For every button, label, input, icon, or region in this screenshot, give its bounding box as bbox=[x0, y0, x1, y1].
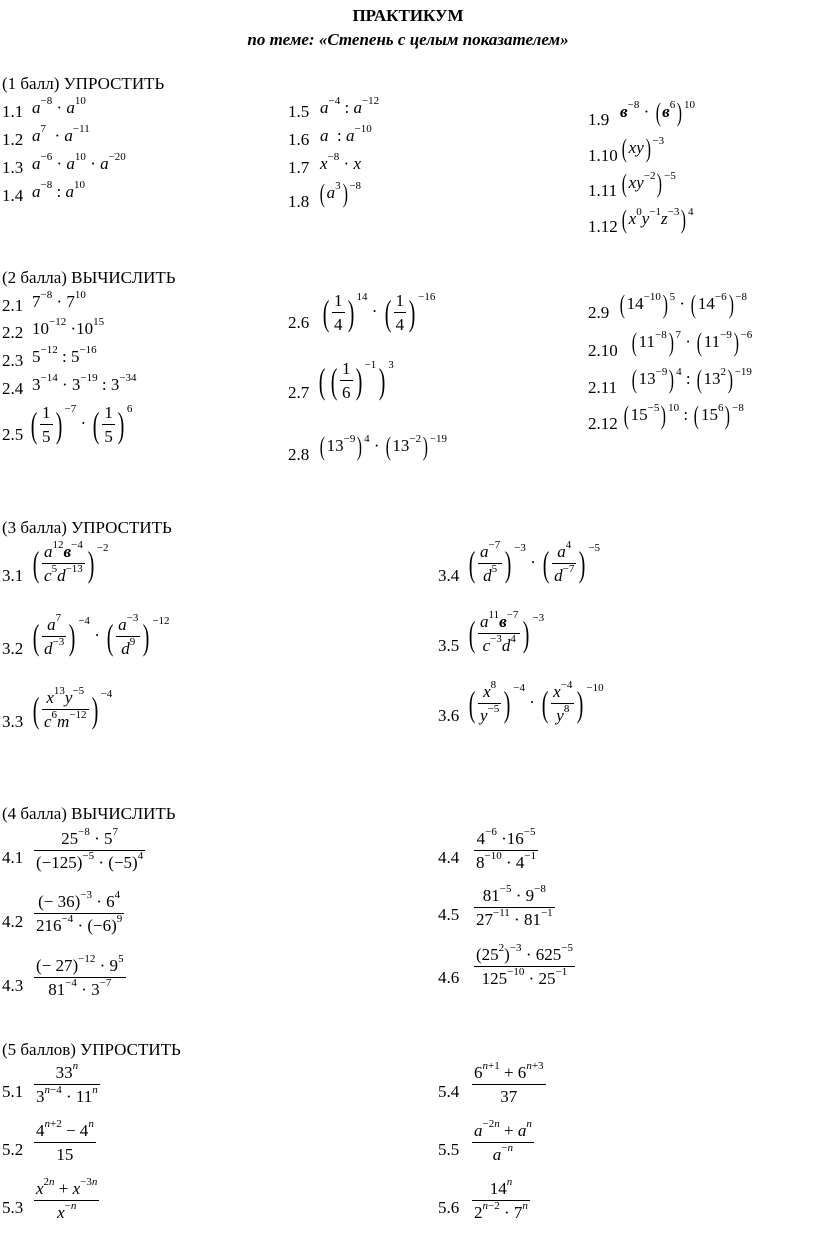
page-subtitle: по теме: «Степень с целым показателем» bbox=[247, 30, 569, 49]
task-1-8-number: 1.8 bbox=[288, 192, 310, 211]
task-1-2-expression: $a^7 \cdot a^{-11}$ bbox=[32, 123, 90, 145]
task-2-2-number: 2.2 bbox=[2, 323, 24, 342]
task-2-5-number: 2.5 bbox=[2, 425, 24, 444]
task-4-3-number: 4.3 bbox=[2, 976, 24, 995]
task-5-2-expression: $\frac{4^{n+2} - 4^n}{15}$ bbox=[36, 1118, 94, 1164]
task-1-5-number: 1.5 bbox=[288, 102, 310, 121]
task-1-12-number: 1.12 bbox=[588, 217, 618, 236]
section-5-heading: (5 баллов) УПРОСТИТЬ bbox=[2, 1040, 181, 1059]
page-title: ПРАКТИКУМ bbox=[352, 6, 464, 25]
task-3-2-number: 3.2 bbox=[2, 639, 24, 658]
task-2-10-number: 2.10 bbox=[588, 341, 618, 360]
task-2-6-expression: ( $\frac{1}{4}$ ) 14 · ( $\frac{1}{4}$ ) −16 bbox=[322, 291, 436, 334]
task-5-1-expression: $\frac{33^n}{3^{n-4} \cdot 11^n}$ bbox=[36, 1060, 98, 1106]
task-4-6-number: 4.6 bbox=[438, 968, 460, 987]
task-5-4-number: 5.4 bbox=[438, 1082, 460, 1101]
task-5-1-number: 5.1 bbox=[2, 1082, 24, 1101]
task-1-3-number: 1.3 bbox=[2, 158, 24, 177]
task-5-5-expression: $\frac{a^{-2n} + a^n}{a^{-n}}$ bbox=[474, 1118, 532, 1164]
task-2-10-expression: ( $11^{-8}$) 7 · ( $11^{-9}) -6$ bbox=[631, 328, 753, 357]
task-2-1-number: 2.1 bbox=[2, 296, 24, 315]
task-3-4-number: 3.4 bbox=[438, 566, 460, 585]
task-1-8-expression: ( $a^3) -8$ bbox=[319, 179, 362, 208]
task-4-5-expression: $\frac{81^{-5} \cdot 9^{-8}}{27^{-11} \cdot 81^{-1}}$ bbox=[476, 883, 553, 929]
section-1-heading: (1 балл) УПРОСТИТЬ bbox=[2, 74, 165, 93]
task-5-2-number: 5.2 bbox=[2, 1140, 24, 1159]
task-1-1-number: 1.1 bbox=[2, 102, 24, 121]
task-3-2-expression: ( $\frac{a^7}{d^{-3}}$ ) −4 · ( $\frac{a^{-3}}{d^9}$ ) −12 bbox=[32, 612, 170, 658]
task-2-9-number: 2.9 bbox=[588, 303, 610, 322]
task-1-9-expression: $в^{-8}$ · ( $в^6$) 10 bbox=[620, 98, 695, 127]
task-5-6-expression: $\frac{14^n}{2^{n-2} \cdot 7^n}$ bbox=[474, 1176, 528, 1222]
task-1-11-expression: ( $xy^{-2}) -5$ bbox=[621, 169, 676, 198]
task-2-1-expression: $7^{-8} \cdot 7^{10}$ bbox=[32, 289, 86, 311]
task-3-5-expression: ( $\frac{a^{11}в^{-7}}{c^{-3}d^4}$ ) −3 bbox=[468, 609, 545, 655]
task-2-12-expression: ( $15^{-5}$) 10 : ( $15^6) -8$ bbox=[623, 401, 744, 430]
task-1-2-number: 1.2 bbox=[2, 130, 24, 149]
task-1-4-expression: $a^{-8}$ : $a^{10}$ bbox=[32, 179, 85, 201]
task-1-4-number: 1.4 bbox=[2, 186, 24, 205]
task-3-3-number: 3.3 bbox=[2, 712, 24, 731]
task-2-4-expression: $3^{-14} \cdot 3^{-19}$ : $3^{-34}$ bbox=[32, 372, 137, 394]
task-2-12-number: 2.12 bbox=[588, 414, 618, 433]
task-2-5-expression: ( $\frac{1}{5}$ ) −7 · ( $\frac{1}{5}$ ) 6 bbox=[30, 403, 133, 446]
task-3-4-expression: ( $\frac{a^{-7}}{d^5}$ ) −3 · ( $\frac{a^4}{d^{-7}}$ ) −5 bbox=[468, 539, 601, 585]
task-4-4-expression: $\frac{4^{-6} \cdot 16^{-5}}{8^{-10} \cdot 4^{-1}}$ bbox=[476, 826, 537, 872]
task-1-10-expression: ( xy) −3 bbox=[621, 134, 665, 163]
task-5-3-number: 5.3 bbox=[2, 1198, 24, 1217]
task-4-3-expression: $\frac{(- 27)^{-12} \cdot 9^5}{81^{-4} \cdot 3^{-7}}$ bbox=[36, 953, 124, 999]
task-2-2-expression: $10^{-12} \cdot 10^{15}$ bbox=[32, 316, 105, 338]
task-4-1-expression: $\frac{25^{-8} \cdot 5^7}{(-125)^{-5} \cdot (-5)^4}$ bbox=[36, 826, 144, 872]
task-2-7-expression: ( ( $\frac{1}{6}$ ) −1) 3 bbox=[318, 359, 394, 402]
task-1-10-number: 1.10 bbox=[588, 146, 618, 165]
task-2-9-expression: ( $14^{-10}$) 5 · ( $14^{-6}) -8$ bbox=[619, 290, 748, 319]
section-2-heading: (2 балла) ВЫЧИСЛИТЬ bbox=[2, 268, 176, 287]
task-3-1-expression: ( $\frac{a^{12}в^{-4}}{c^5d^{-13}}$ ) −2 bbox=[32, 539, 109, 585]
task-5-6-number: 5.6 bbox=[438, 1198, 460, 1217]
task-2-3-number: 2.3 bbox=[2, 351, 24, 370]
task-3-1-number: 3.1 bbox=[2, 566, 24, 585]
task-5-5-number: 5.5 bbox=[438, 1140, 460, 1159]
section-3-heading: (3 балла) УПРОСТИТЬ bbox=[2, 518, 172, 537]
task-2-6-number: 2.6 bbox=[288, 313, 310, 332]
task-4-6-expression: $\frac{(25^2)^{-3} \cdot 625^{-5}}{125^{-10} \cdot 25^{-1}}$ bbox=[476, 942, 573, 988]
task-2-8-expression: ( $13^{-9}$) 4 · ( $13^{-2}) -19$ bbox=[319, 432, 448, 461]
task-1-1-expression: $a^{-8} \cdot a^{10}$ bbox=[32, 95, 86, 117]
task-1-3-expression: $a^{-6} \cdot a^{10} \cdot a^{-20}$ bbox=[32, 151, 126, 173]
task-2-3-expression: $5^{-12}$ : $5^{-16}$ bbox=[32, 344, 97, 366]
task-3-3-expression: ( $\frac{x^{13}y^{-5}}{c^6m^{-12}}$ ) −4 bbox=[32, 685, 113, 731]
task-3-6-expression: ( $\frac{x^8}{y^{-5}}$ ) −4 · ( $\frac{x^{-4}}{y^8}$ ) −10 bbox=[468, 679, 604, 725]
task-1-5-expression: $a^{-4}$ : $a^{-12}$ bbox=[320, 95, 380, 117]
task-4-1-number: 4.1 bbox=[2, 848, 24, 867]
task-2-7-number: 2.7 bbox=[288, 383, 310, 402]
task-4-4-number: 4.4 bbox=[438, 848, 460, 867]
task-1-11-number: 1.11 bbox=[588, 181, 618, 200]
section-4-heading: (4 балла) ВЫЧИСЛИТЬ bbox=[2, 804, 176, 823]
task-1-6-number: 1.6 bbox=[288, 130, 310, 149]
task-1-7-expression: $x^{-8} \cdot x$ bbox=[320, 151, 361, 173]
task-2-4-number: 2.4 bbox=[2, 379, 24, 398]
task-1-6-expression: a : $a^{-10}$ bbox=[320, 123, 372, 145]
task-3-5-number: 3.5 bbox=[438, 636, 460, 655]
task-1-12-expression: ( $x^0y^{-1}z^{-3}$) 4 bbox=[621, 205, 694, 234]
task-3-6-number: 3.6 bbox=[438, 706, 460, 725]
task-5-4-expression: $\frac{6^{n+1} + 6^{n+3}}{37}$ bbox=[474, 1060, 544, 1106]
task-2-11-expression: ( $13^{-9}$) 4 : ( $13^2) -19$ bbox=[631, 365, 752, 394]
task-4-2-expression: $\frac{(- 36)^{-3} \cdot 6^4}{216^{-4} \cdot (-6)^9}$ bbox=[36, 889, 123, 935]
task-4-2-number: 4.2 bbox=[2, 912, 24, 931]
task-2-11-number: 2.11 bbox=[588, 378, 618, 397]
task-1-9-number: 1.9 bbox=[588, 110, 610, 129]
task-5-3-expression: $\frac{x^{2n} + x^{-3n}}{x^{-n}}$ bbox=[36, 1176, 98, 1222]
task-4-5-number: 4.5 bbox=[438, 905, 460, 924]
task-2-8-number: 2.8 bbox=[288, 445, 310, 464]
task-1-7-number: 1.7 bbox=[288, 158, 310, 177]
